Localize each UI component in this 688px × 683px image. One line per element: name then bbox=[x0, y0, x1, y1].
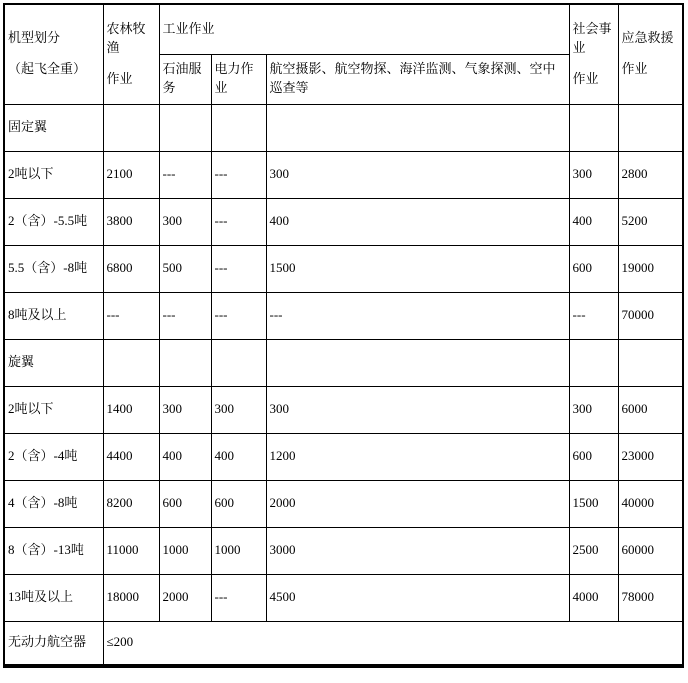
table-row bbox=[4, 339, 683, 386]
value-cell: 300 bbox=[159, 198, 211, 245]
value-cell: --- bbox=[159, 151, 211, 198]
empty-cell bbox=[569, 104, 618, 151]
value-cell: 6000 bbox=[618, 386, 683, 433]
value-cell: --- bbox=[159, 292, 211, 339]
row-label-cell: 2吨以下 bbox=[4, 386, 103, 433]
value-cell: 2000 bbox=[159, 574, 211, 621]
header-emergency-line2: 作业 bbox=[621, 61, 648, 77]
value-cell: 4500 bbox=[266, 574, 569, 621]
value-cell: 8200 bbox=[103, 480, 159, 527]
header-cell-agriculture bbox=[103, 4, 159, 104]
value-cell: 3000 bbox=[266, 527, 569, 574]
value-cell: 1000 bbox=[159, 527, 211, 574]
value-cell: 40000 bbox=[618, 480, 683, 527]
header-cell-power: 电力作业 bbox=[211, 54, 266, 104]
header-cell-aircraft-type bbox=[4, 4, 103, 104]
value-cell: 2800 bbox=[618, 151, 683, 198]
value-cell: 400 bbox=[211, 433, 266, 480]
empty-cell bbox=[103, 339, 159, 386]
value-cell: --- bbox=[266, 292, 569, 339]
value-cell: 78000 bbox=[618, 574, 683, 621]
value-cell: 600 bbox=[211, 480, 266, 527]
value-cell: 300 bbox=[266, 386, 569, 433]
value-cell: 600 bbox=[569, 433, 618, 480]
row-label-cell: 2（含）-4吨 bbox=[4, 433, 103, 480]
empty-cell bbox=[211, 104, 266, 151]
table-row bbox=[4, 574, 683, 621]
value-cell: 19000 bbox=[618, 245, 683, 292]
header-row-top bbox=[4, 4, 683, 54]
header-social-line1: 社会事业 bbox=[572, 20, 612, 55]
value-cell: 300 bbox=[211, 386, 266, 433]
header-aircraft-line1: 机型划分 bbox=[8, 30, 61, 46]
value-cell: 60000 bbox=[618, 527, 683, 574]
header-cell-social bbox=[569, 4, 618, 104]
value-cell: 1000 bbox=[211, 527, 266, 574]
empty-cell bbox=[159, 339, 211, 386]
value-cell: 400 bbox=[266, 198, 569, 245]
empty-cell bbox=[618, 339, 683, 386]
value-cell: --- bbox=[211, 151, 266, 198]
table-row bbox=[4, 104, 683, 151]
row-label-cell: 无动力航空器 bbox=[4, 621, 103, 666]
value-cell: --- bbox=[211, 292, 266, 339]
value-cell: 18000 bbox=[103, 574, 159, 621]
table-row bbox=[4, 198, 683, 245]
table-row bbox=[4, 433, 683, 480]
value-cell: --- bbox=[211, 574, 266, 621]
value-cell: --- bbox=[211, 198, 266, 245]
value-cell: 300 bbox=[569, 151, 618, 198]
table-row bbox=[4, 245, 683, 292]
header-cell-aerial-survey: 航空摄影、航空物探、海洋监测、气象探测、空中巡查等 bbox=[266, 54, 569, 104]
table-row bbox=[4, 480, 683, 527]
table-row bbox=[4, 386, 683, 433]
value-cell: 500 bbox=[159, 245, 211, 292]
value-cell: 23000 bbox=[618, 433, 683, 480]
table-row bbox=[4, 151, 683, 198]
value-cell: 11000 bbox=[103, 527, 159, 574]
span-value-cell: ≤200 bbox=[103, 621, 683, 666]
value-cell: --- bbox=[569, 292, 618, 339]
section-label-cell: 固定翼 bbox=[4, 104, 103, 151]
value-cell: 400 bbox=[569, 198, 618, 245]
header-social-line2: 作业 bbox=[572, 70, 599, 86]
value-cell: 4400 bbox=[103, 433, 159, 480]
value-cell: 70000 bbox=[618, 292, 683, 339]
value-cell: --- bbox=[103, 292, 159, 339]
value-cell: 5200 bbox=[618, 198, 683, 245]
empty-cell bbox=[618, 104, 683, 151]
row-label-cell: 13吨及以上 bbox=[4, 574, 103, 621]
empty-cell bbox=[159, 104, 211, 151]
header-aircraft-line2: （起飞全重） bbox=[8, 61, 87, 77]
header-agriculture-line1: 农林牧渔 bbox=[106, 20, 146, 55]
empty-cell bbox=[103, 104, 159, 151]
row-label-cell: 2吨以下 bbox=[4, 151, 103, 198]
row-label-cell: 2（含）-5.5吨 bbox=[4, 198, 103, 245]
row-label-cell: 5.5（含）-8吨 bbox=[4, 245, 103, 292]
section-label-cell: 旋翼 bbox=[4, 339, 103, 386]
header-agriculture-line2: 作业 bbox=[106, 70, 133, 86]
value-cell: 300 bbox=[266, 151, 569, 198]
value-cell: 600 bbox=[569, 245, 618, 292]
aviation-fee-table bbox=[3, 3, 684, 668]
value-cell: 4000 bbox=[569, 574, 618, 621]
empty-cell bbox=[266, 104, 569, 151]
value-cell: 1500 bbox=[569, 480, 618, 527]
value-cell: 600 bbox=[159, 480, 211, 527]
value-cell: 300 bbox=[159, 386, 211, 433]
empty-cell bbox=[211, 339, 266, 386]
header-cell-emergency bbox=[618, 4, 683, 104]
value-cell: 1400 bbox=[103, 386, 159, 433]
row-label-cell: 8吨及以上 bbox=[4, 292, 103, 339]
value-cell: 1200 bbox=[266, 433, 569, 480]
value-cell: 2500 bbox=[569, 527, 618, 574]
value-cell: 6800 bbox=[103, 245, 159, 292]
header-cell-oil-service: 石油服务 bbox=[159, 54, 211, 104]
row-label-cell: 4（含）-8吨 bbox=[4, 480, 103, 527]
header-emergency-line1: 应急救援 bbox=[621, 30, 674, 46]
table-row bbox=[4, 292, 683, 339]
value-cell: 3800 bbox=[103, 198, 159, 245]
value-cell: 1500 bbox=[266, 245, 569, 292]
value-cell: 300 bbox=[569, 386, 618, 433]
value-cell: 400 bbox=[159, 433, 211, 480]
table-row bbox=[4, 621, 683, 666]
table-row bbox=[4, 527, 683, 574]
value-cell: 2100 bbox=[103, 151, 159, 198]
row-label-cell: 8（含）-13吨 bbox=[4, 527, 103, 574]
value-cell: --- bbox=[211, 245, 266, 292]
empty-cell bbox=[266, 339, 569, 386]
value-cell: 2000 bbox=[266, 480, 569, 527]
header-cell-industrial: 工业作业 bbox=[159, 4, 569, 54]
empty-cell bbox=[569, 339, 618, 386]
